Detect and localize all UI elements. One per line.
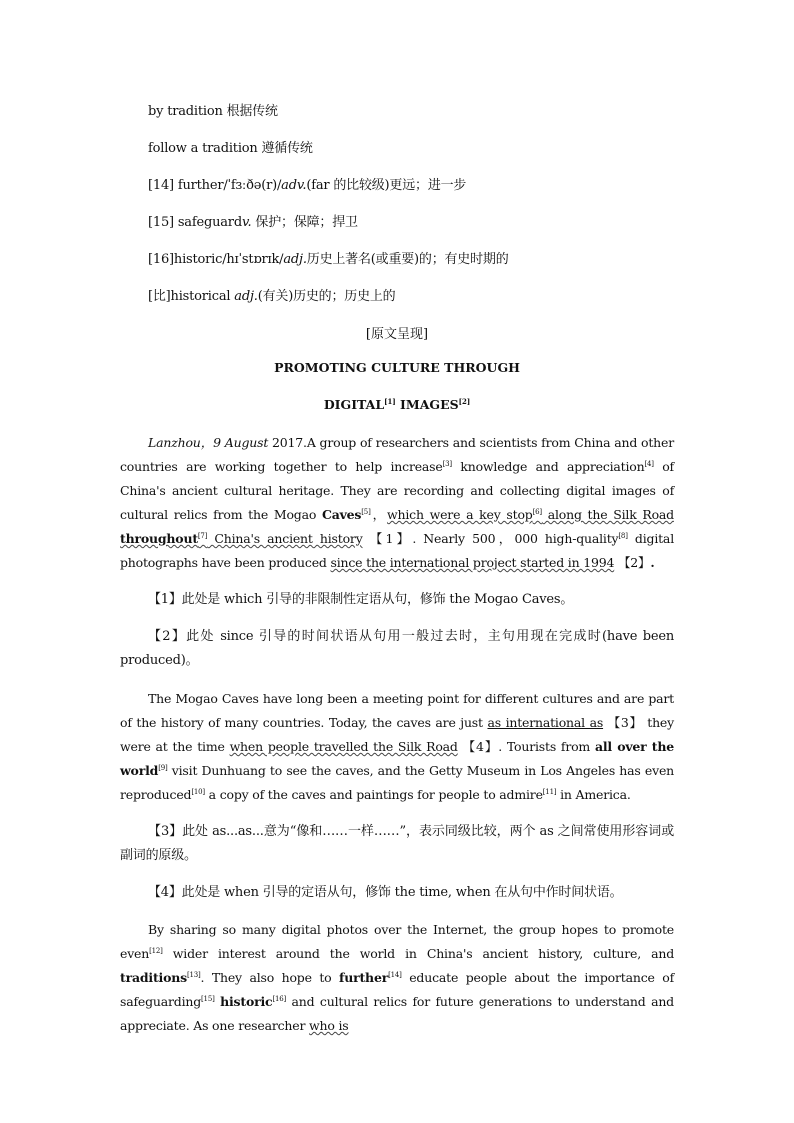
text-run: knowledge and appreciation (451, 459, 645, 474)
footnote-marker: [3] (442, 460, 452, 468)
underlined-clause: when people travelled the Silk Road (229, 739, 458, 754)
key-word: all over the world (120, 739, 675, 778)
text-run: 2017.A group of researchers and scientists from China and other countries are working together to help increase (120, 435, 675, 474)
vocab-word: historic/hɪˈstɒrɪk/ (173, 252, 284, 267)
text-run: . They also hope to (200, 970, 340, 985)
vocab-word: [比]historical (148, 289, 235, 304)
text-run: visit Dunhuang to see the caves, and the Getty Museum in Los Angeles has even reproduced (120, 763, 674, 802)
vocab-historical (148, 285, 395, 304)
footnote-marker: [7] (197, 532, 208, 540)
key-word: traditions (120, 970, 187, 985)
footnote-marker: [2] (458, 397, 471, 406)
text-run: . (650, 555, 655, 570)
text-run: The Mogao Caves have long been a meeting point for different cultures and are part of the history of many countries. Today, the caves are just (120, 691, 674, 730)
footnote-marker: [6] (532, 508, 542, 516)
paragraph-3 (120, 918, 674, 1038)
place-date: Lanzhou，9 August (148, 435, 269, 450)
vocab-safeguard (148, 211, 358, 230)
vocab-number: [16] (148, 252, 174, 267)
vocab-definition: 历史上著名(或重要)的；有史时期的 (306, 252, 509, 267)
vocab-word: safeguard (177, 215, 242, 230)
article-title-line1: PROMOTING CULTURE THROUGH (274, 360, 520, 375)
text-run: digital photographs have been produced (120, 531, 674, 570)
text-run: China's ancient history (207, 531, 363, 546)
text-run: . Nearly 500，000 high-quality (412, 531, 619, 546)
key-word: throughout (120, 531, 198, 546)
vocab-definition: 保护；保障；捍卫 (255, 215, 358, 230)
annotation-marker: 【2】 (617, 555, 651, 570)
original-text-label: [原文呈现] (365, 327, 429, 342)
footnote-marker: [1] (384, 397, 396, 406)
vocab-further (148, 174, 466, 193)
vocab-definition: (有关)历史的；历史上的 (257, 289, 396, 304)
annotation-marker: 【3】 (607, 715, 643, 730)
vocab-by-tradition-text: by tradition 根据传统 (148, 104, 278, 119)
paragraph-2 (120, 687, 674, 807)
key-word: Caves (321, 507, 362, 522)
text-run: educate people about the importance of safeguarding (120, 970, 674, 1009)
vocab-by-tradition (148, 100, 278, 119)
vocab-pos: adj. (234, 289, 258, 304)
footnote-marker: [10] (191, 788, 205, 796)
text-run: along the Silk Road (541, 507, 674, 522)
footnote-marker: [12] (149, 947, 163, 955)
text-run: By sharing so many digital photos over the Internet, the group hopes to promote even (120, 922, 674, 961)
footnote-marker: [4] (644, 460, 654, 468)
key-word: historic (220, 994, 273, 1009)
underlined-phrase: as international as (487, 715, 604, 730)
annotation-marker: 【1】 (369, 531, 413, 546)
vocab-number: [15] (148, 215, 174, 230)
text-run: and cultural relics for future generations to understand and appreciate. As one researcher (120, 994, 674, 1033)
grammar-note-2: 【2】此处 since 引导的时间状语从句用一般过去时，主句用现在完成时(have been produced)。 (120, 629, 674, 668)
footnote-marker: [9] (158, 764, 168, 772)
text-run: . Tourists from (498, 739, 595, 754)
footnote-marker: [8] (618, 532, 628, 540)
annotation-marker: 【4】 (462, 739, 499, 754)
key-word: further (339, 970, 389, 985)
paragraph-1 (120, 431, 674, 575)
text-run: which were a key stop (387, 507, 533, 522)
vocab-follow-tradition-text: follow a tradition 遵循传统 (148, 141, 313, 156)
title-word: IMAGES (400, 397, 459, 412)
article-title-line2 (120, 397, 674, 412)
text-run: wider interest around the world in China's ancient history, culture, and (162, 946, 674, 961)
grammar-note-1: 【1】此处是 which 引导的非限制性定语从句，修饰 the Mogao Caves。 (148, 592, 574, 607)
vocab-pos: adv. (281, 178, 307, 193)
text-run: of China's ancient cultural heritage. They are recording and collecting digital images of cultural relics from the Mogao (120, 459, 674, 522)
footnote-marker: [16] (272, 995, 287, 1003)
vocab-number: [14] (148, 178, 174, 193)
text-run: in America. (556, 787, 631, 802)
title-word: DIGITAL (323, 397, 385, 412)
underlined-clause: since the international project started in 1994 (330, 555, 615, 570)
text-run: a copy of the caves and paintings for people to admire (204, 787, 543, 802)
footnote-marker: [14] (388, 971, 402, 979)
underlined-clause: who is (309, 1018, 349, 1033)
text-run: they were at the time (120, 715, 674, 754)
footnote-marker: [11] (542, 788, 557, 796)
footnote-marker: [13] (186, 971, 201, 979)
footnote-marker: [15] (201, 995, 215, 1003)
vocab-definition: (far 的比较级)更远；进一步 (306, 178, 467, 193)
vocab-historic (148, 248, 509, 267)
grammar-note-3: 【3】此处 as...as...意为“像和……一样……”，表示同级比较，两个 as 之间常使用形容词或副词的原级。 (120, 824, 674, 863)
vocab-pos: v. (241, 215, 252, 230)
footnote-marker: [5] (361, 508, 371, 516)
text-run: ， (370, 507, 387, 522)
grammar-note-4: 【4】此处是 when 引导的定语从句，修饰 the time, when 在从句中作时间状语。 (148, 885, 623, 900)
vocab-pos: adj. (283, 252, 307, 267)
vocab-follow-tradition (148, 137, 313, 156)
vocab-word: further/ˈfɜːðə(r)/ (177, 178, 282, 193)
